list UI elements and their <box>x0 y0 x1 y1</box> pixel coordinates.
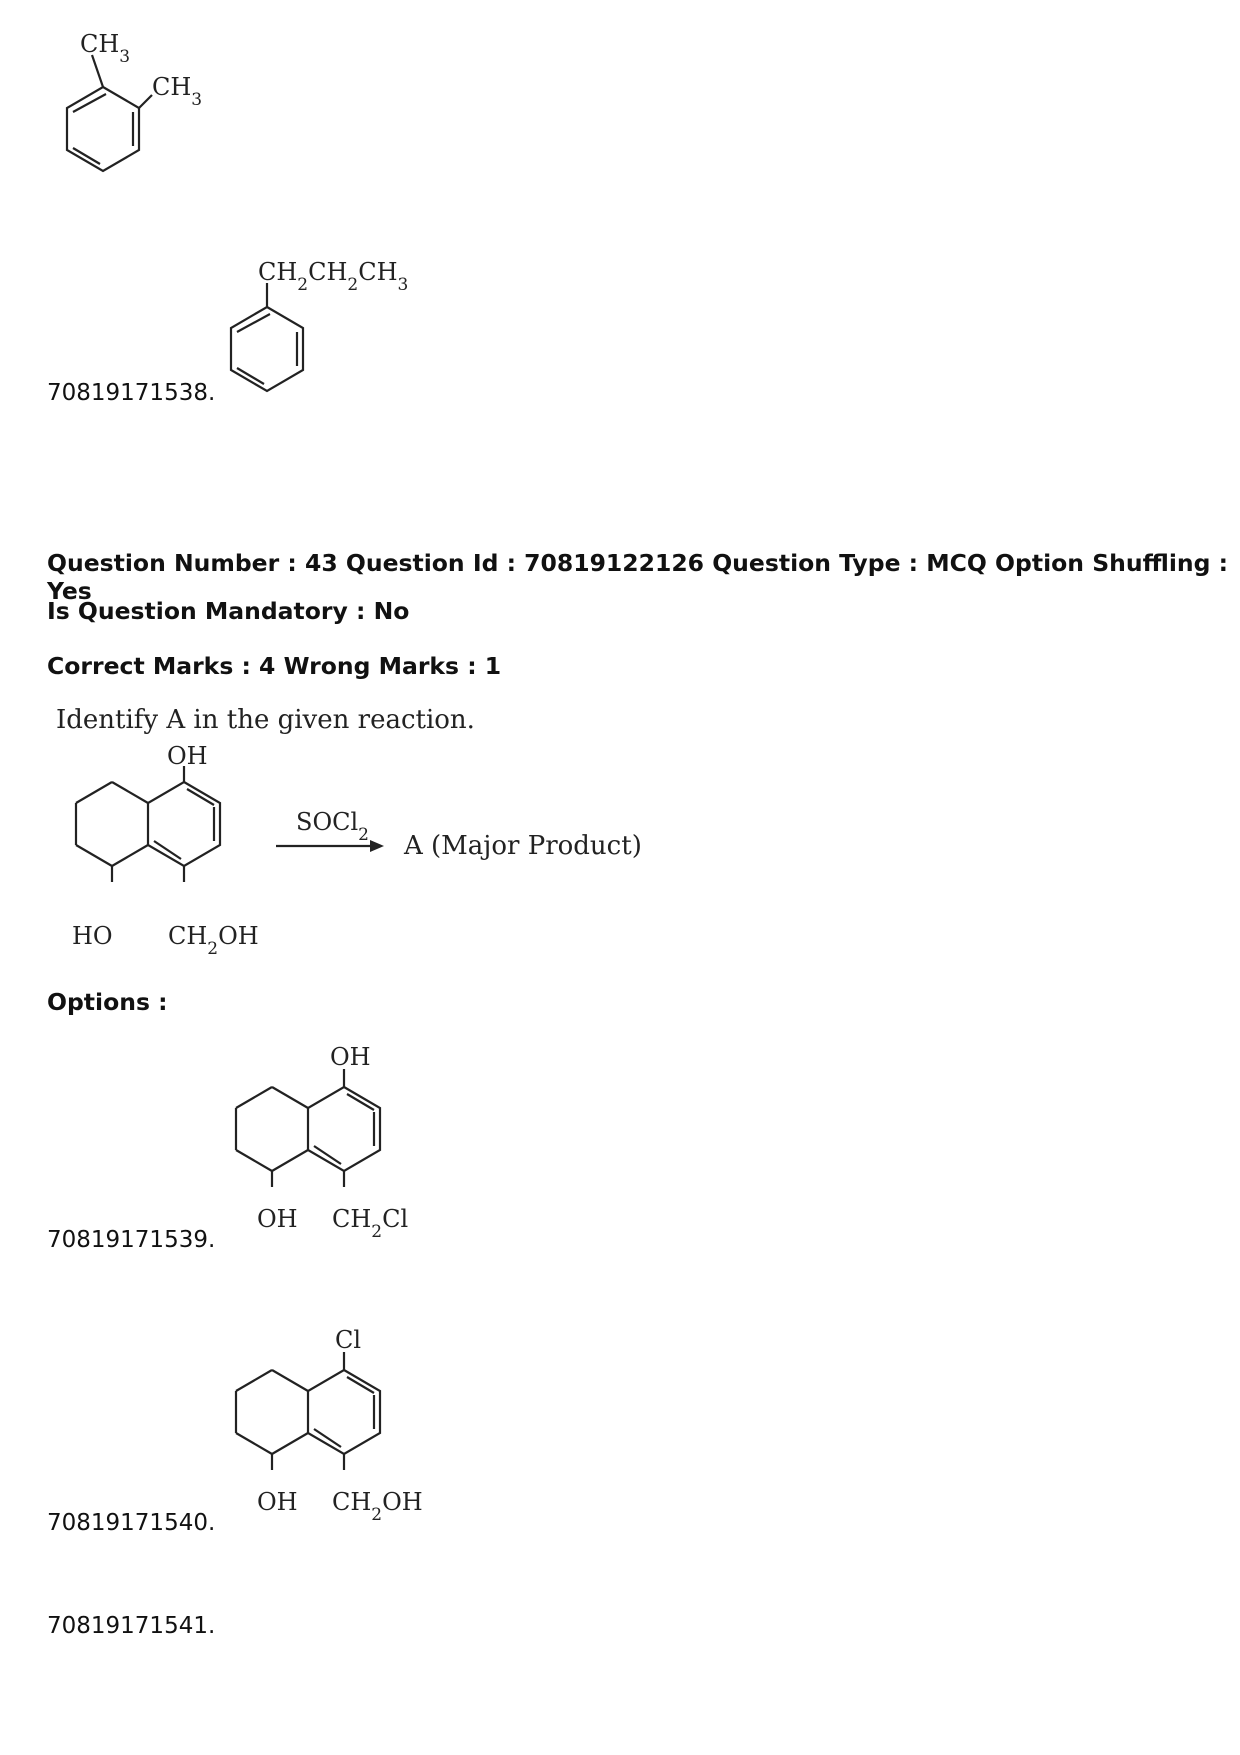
reaction-scheme <box>40 740 680 960</box>
option-2-bottom-left-label: OH <box>257 1488 298 1516</box>
option-1-bottom-right-label: $CH_2Cl$ <box>332 1205 409 1242</box>
ch2oh-label: $CH_2OH$ <box>168 922 259 959</box>
ch3-side-label: $CH_3$ <box>152 73 203 110</box>
propyl-label: $CH_2CH_2CH_3$ <box>258 258 409 295</box>
ch3-top-label: $CH_3$ <box>80 30 131 67</box>
o-xylene-structure <box>40 25 260 190</box>
option-1-bottom-left-label: OH <box>257 1205 298 1233</box>
question-marks: Correct Marks : 4 Wrong Marks : 1 <box>47 652 502 680</box>
propylbenzene-structure <box>220 250 440 410</box>
question-meta: Question Number : 43 Question Id : 70819122126 Question Type : MCQ Option Shuffling : Yes <box>47 549 1229 605</box>
option-2-structure <box>200 1318 440 1538</box>
reagent-label: SOCl$_2$ <box>296 808 369 845</box>
ho-label: HO <box>72 922 113 950</box>
option-id[interactable]: 70819171541. <box>47 1613 216 1639</box>
product-label: A (Major Product) <box>404 831 642 861</box>
option-id[interactable]: 70819171538. <box>47 380 216 406</box>
option-1-structure <box>200 1035 440 1255</box>
question-text: Identify A in the given reaction. <box>56 705 475 735</box>
oh-top-label: OH <box>167 742 208 770</box>
question-mandatory: Is Question Mandatory : No <box>47 597 410 625</box>
option-1-top-label: OH <box>330 1043 371 1071</box>
option-id[interactable]: 70819171539. <box>47 1227 216 1253</box>
options-label: Options : <box>47 988 168 1016</box>
option-id[interactable]: 70819171540. <box>47 1510 216 1536</box>
option-2-bottom-right-label: $CH_2OH$ <box>332 1488 423 1525</box>
option-2-top-label: Cl <box>335 1326 362 1354</box>
